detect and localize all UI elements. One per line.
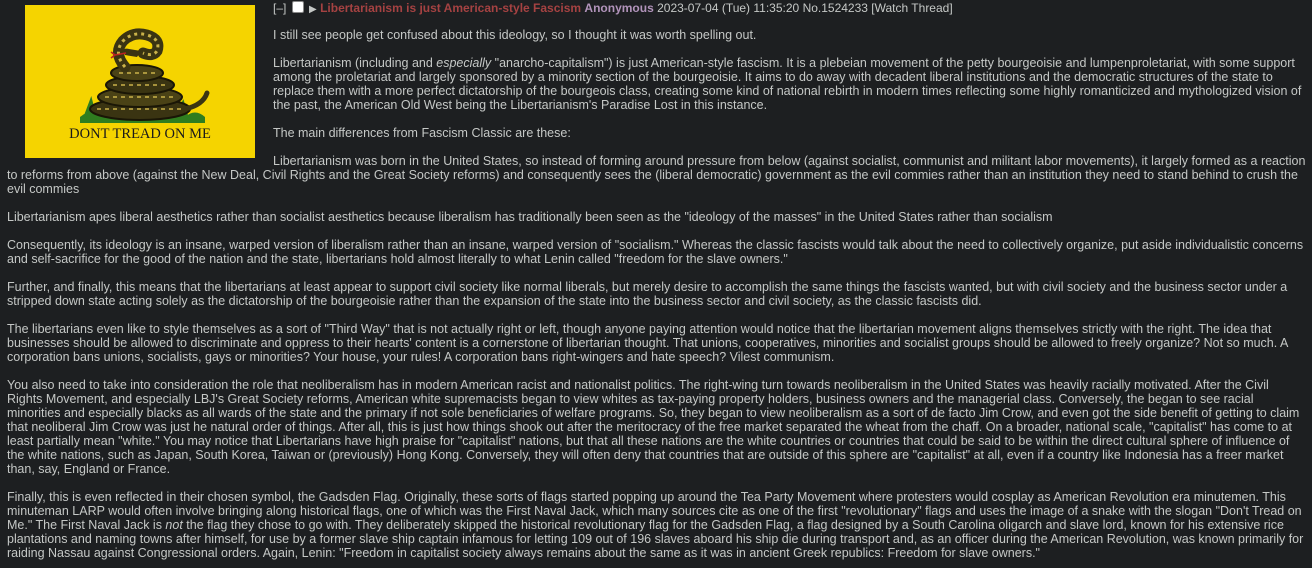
post-paragraph: Libertarianism was born in the United States, so instead of forming around pressure from below (against socialist, communist and militant labor movements), it largely formed as a reaction to reforms from above (against the New Deal, Civil Rights and the Great Society reforms) and consequently sees the (liberal democratic) government as the evil commies rather than an institution they need to stand behind to crush the evil commies	[7, 154, 1306, 196]
post-paragraph: Libertarianism apes liberal aesthetics rather than socialist aesthetics because liberalism has traditionally been seen as the "ideology of the masses" in the United States rather than socialism	[7, 210, 1053, 224]
watch-thread-link[interactable]: [Watch Thread]	[871, 1, 953, 15]
hide-post-button[interactable]: [–]	[273, 1, 287, 15]
post-paragraph: You also need to take into consideration the role that neoliberalism has in modern American racist and nationalist politics. The right-wing turn towards neoliberalism in the United States was heavily racially motivated. After the Civil Rights Movement, and especially LBJ's Great Society reforms, American white supremacists began to view whites as tax-paying property holders, business owners and the managerial class. Conversely, the began to see racial minorities and especially blacks as all wards of the state and the primary if not sole beneficiaries of welfare programs. So, they began to view neoliberalism as a sort of de facto Jim Crow, and even got the side benefit of getting to claim that neoliberal Jim Crow was just he natural order of things. After all, this is just how things shook out after the meritocracy of the free market separated the wheat from the chaff. On a broader, national scale, "capitalist" has come to at least partially mean "white." You may notice that Libertarians have high praise for "capitalist" nations, but that all these nations are the white countries or countries that could be said to be within the direct cultural sphere of influence of the white nations, such as Japan, South Korea, Taiwan or (previously) Hong Kong. Conversely, they will often deny that countries that are outside of this sphere are "capitalist" at all, even if a country like Indonesia has a freer market than, say, England or France.	[7, 378, 1300, 476]
post-datetime: 2023-07-04 (Tue) 11:35:20	[657, 1, 800, 15]
post-paragraph: The main differences from Fascism Classic are these:	[273, 126, 571, 140]
post-text-emphasis: not	[165, 518, 183, 532]
post-text-segment: Finally, this is even reflected in their chosen symbol, the Gadsden Flag. Originally, these sorts of flags started popping up around the Tea Party Movement where protesters would cosplay as American Revolution era minutemen. This minuteman LARP would often involve bringing along historical flags, one of which was the First Naval Jack, which many sources cite as one of the first "revolutionary" flags and uses the image of a snake with the slogan "Don't Tread on Me." The First Naval Jack is	[7, 490, 1302, 532]
post-text-segment: "anarcho-capitalism") is just American-style fascism. It is a plebeian movement of the petty bourgeoisie and lumpenproletariat, with some support among the proletariat and largely sponsored by a minority section of the bourgeoisie. It aims to do away with decadent liberal institutions and the democratic structures of the state to replace them with a more perfect dictatorship of the bourgeois class, creating some kind of national rebirth in modern times reflecting some highly romanticized and mythologized vision of the past, the American Old West being the Libertarianism's Paradise Lost in this instance.	[273, 56, 1302, 112]
post-header	[273, 1, 953, 17]
gadsden-flag-snake-icon	[25, 5, 255, 158]
post-number-link[interactable]: No.1524233	[802, 1, 868, 15]
post-paragraph: Further, and finally, this means that the libertarians at least appear to support civil society like normal liberals, but merely desire to accomplish the same things the fascists wanted, but with civil society and the business sector under a stripped down state acting solely as the dictatorship of the bourgeoisie rather than the expansion of the state into the business sector and civil society, as the classic fascists did.	[7, 280, 1288, 308]
post-text-segment: Libertarianism (including and	[273, 56, 437, 70]
post-paragraph: Consequently, its ideology is an insane, warped version of liberalism rather than an insane, warped version of "socialism." Whereas the classic fascists would talk about the need to collectively organize, put aside individualistic concerns and self-sacrifice for the good of the nation and the state, libertarians hold almost literally to what Lenin called "freedom for the slave owners."	[7, 238, 1304, 266]
post-text-segment: the flag they chose to go with. They deliberately skipped the historical revolutionary flag for the Gadsden Flag, a flag designed by a South Carolina oligarch and slave lord, known for his extensive rice plantations and naming towns after himself, for use by a former slave ship captain infamous for letting 109 out of 196 slaves aboard his ship die during transport and, as an officer during the American Revolution, was known primarily for raiding Nassau against Congressional orders. Again, Lenin: "Freedom in capitalist society always remains about the same as it was in ancient Greek republics: Freedom for slave owners."	[7, 518, 1304, 560]
post-paragraph: I still see people get confused about this ideology, so I thought it was worth spelling out.	[273, 28, 757, 42]
post-paragraph: The libertarians even like to style themselves as a sort of "Third Way" that is not actually right or left, though anyone paying attention would notice that the libertarian movement aligns themselves strictly with the right. The idea that businesses should be allowed to discriminate and oppress to their hearts' content is a cornerstone of libertarian thought. That unions, cooperatives, minorities and socialist groups should be allowed to freely organize? Not so much. A corporation bans unions, socialists, gays or minorities? Your house, your rules! A corporation bans right-wingers and hate speech? Vilest communism.	[7, 322, 1288, 364]
select-post-checkbox[interactable]	[292, 1, 304, 13]
post-image[interactable]	[25, 5, 255, 158]
post-menu-arrow-icon[interactable]: ▶	[309, 4, 317, 15]
post-paragraph	[7, 490, 1306, 560]
post-subject: Libertarianism is just American-style Fascism	[320, 1, 582, 15]
poster-name: Anonymous	[584, 1, 654, 15]
flag-caption: DONT TREAD ON ME	[69, 126, 211, 142]
post-text-emphasis: especially	[436, 56, 492, 70]
